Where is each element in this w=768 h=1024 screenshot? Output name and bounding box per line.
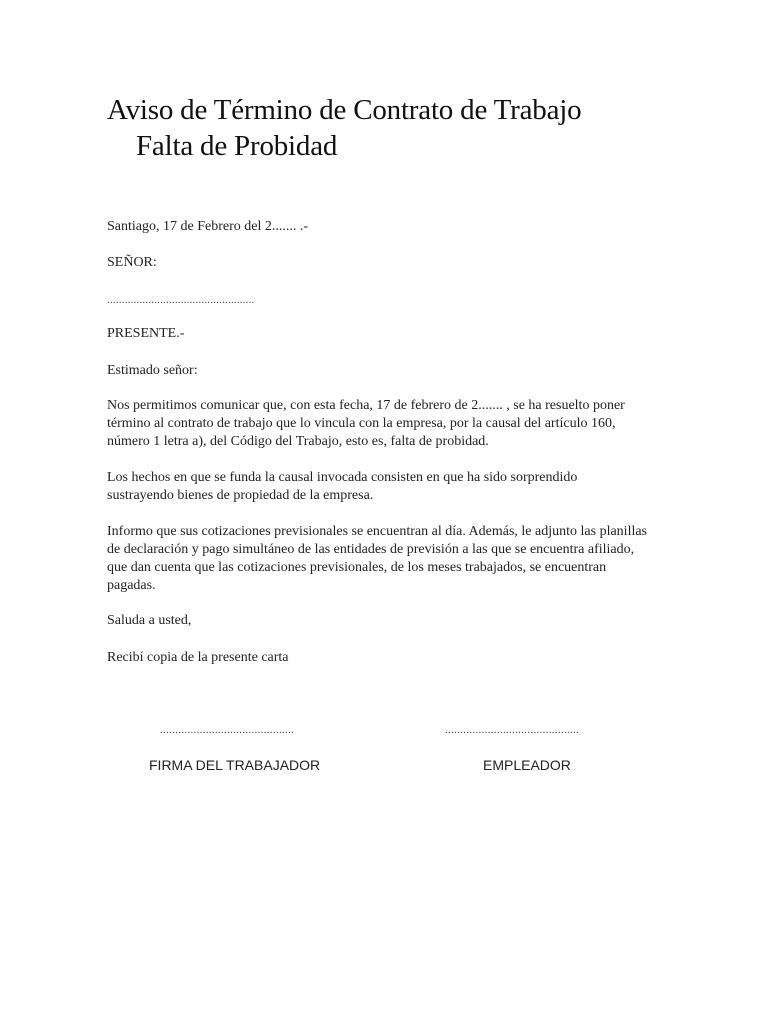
paragraph-facts: Los hechos en que se funda la causal invocada consisten en que ha sido sorprendido sustrayendo bienes de propiedad de la empresa. (107, 470, 578, 503)
recipient-name-blank: .................................................. (107, 294, 255, 306)
closing-line: Saluda a usted, (107, 613, 192, 628)
receipt-line: Recibí copia de la presente carta (107, 650, 289, 665)
document-title (107, 92, 581, 164)
worker-signature-label: FIRMA DEL TRABAJADOR (149, 757, 321, 773)
paragraph-contributions: Informo que sus cotizaciones previsionales se encuentran al día. Además, le adjunto las planillas de declaración y pago simultáneo de las entidades de previsión a las que se encuentra afiliado, que dan cuenta que las cotizaciones previsionales, de los meses trabajados, se encuentran pagadas. (107, 524, 648, 593)
employer-signature-label: EMPLEADOR (483, 757, 571, 773)
recipient-label: SEÑOR: (107, 255, 157, 270)
presente-line: PRESENTE.- (107, 326, 185, 341)
date-line: Santiago, 17 de Febrero del 2....... .- (107, 219, 309, 234)
worker-signature-line: ............................................ (160, 724, 295, 736)
greeting: Estimado señor: (107, 363, 198, 378)
employer-signature-line: ............................................ (445, 724, 580, 736)
title-line-2: Falta de Probidad (136, 130, 338, 162)
paragraph-termination: Nos permitimos comunicar que, con esta fecha, 17 de febrero de 2....... , se ha resuelto poner término al contrato de trabajo que lo vincula con la empresa, por la causal del artículo 160, número 1 letra a), del Código del Trabajo, esto es, falta de probidad. (107, 398, 625, 449)
title-line-1: Aviso de Término de Contrato de Trabajo (107, 94, 582, 126)
